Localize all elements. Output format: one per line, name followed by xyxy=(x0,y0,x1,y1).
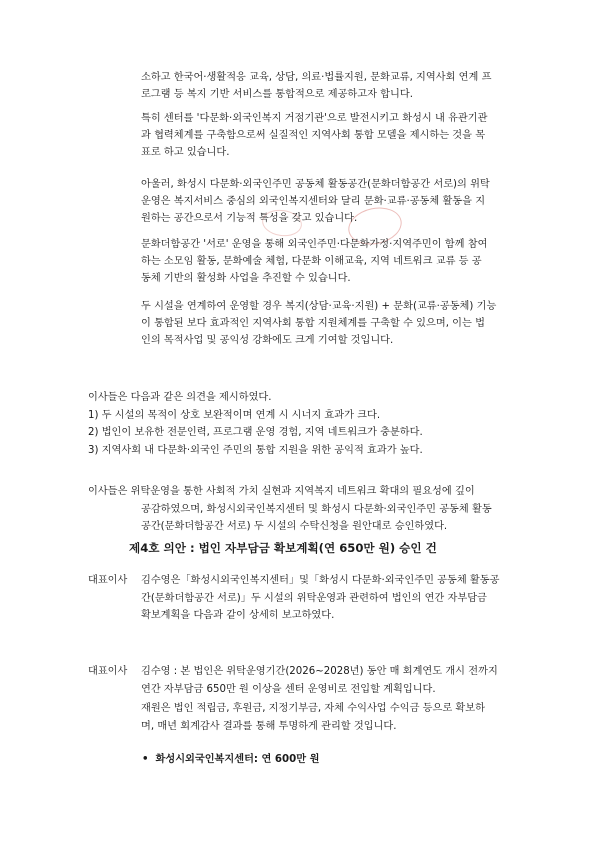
text-line: 소하고 한국어·생활적응 교육, 상담, 의료·법률지원, 문화교류, 지역사회 연계 프 xyxy=(141,72,492,83)
text-line: 인의 목적사업 및 공익성 강화에도 크게 기여할 것입니다. xyxy=(141,335,394,346)
text-line: 원하는 공간으로서 기능적 특성을 갖고 있습니다. xyxy=(141,213,358,224)
text-line: 김수영 : 본 법인은 위탁운영기간(2026~2028년) 동안 매 회계연도 개시 전까지 xyxy=(141,666,498,677)
text-line: 간(문화더함공간 서로)」두 시설의 위탁운영과 관련하여 법인의 연간 자부담금 xyxy=(141,592,487,604)
paragraph-integration xyxy=(141,298,521,349)
speaker-label: 대표이사 xyxy=(88,575,128,586)
speaker-label: 대표이사 xyxy=(88,666,128,677)
opinions-intro: 이사들은 다음과 같은 의견을 제시하였다. xyxy=(88,392,272,403)
text-line: 하는 소모임 활동, 문화예술 체험, 다문화 이해교육, 지역 네트워크 교류 등 공 xyxy=(141,256,482,267)
text-line: 며, 매년 회계감사 결과를 통해 투명하게 관리할 것입니다. xyxy=(141,720,397,732)
text-line: 특히 센터를 '다문화·외국인복지 거점기관'으로 발전시키고 화성시 내 유관기관 xyxy=(141,113,488,124)
text-line: 과 협력체계를 구축함으로써 실질적인 지역사회 통합 모델을 제시하는 것을 목 xyxy=(141,130,486,141)
text-line: 로그램 등 복지 기반 서비스를 통합적으로 제공하고자 합니다. xyxy=(141,89,413,100)
budget-bullet xyxy=(142,750,319,765)
text-line: 확보계획을 다음과 같이 상세히 보고하였다. xyxy=(141,610,335,621)
paragraph-community-space xyxy=(141,176,521,227)
text-line: 문화더함공간 '서로' 운영을 통해 외국인주민·다문화가정·지역주민이 함께 참여 xyxy=(141,239,488,250)
text-line: 운영은 복지서비스 중심의 외국인복지센터와 달리 문화·교류·공동체 활동을 지 xyxy=(141,196,486,207)
bullet-text: 화성시외국인복지센터: 연 600만 원 xyxy=(155,754,320,765)
approval-paragraph xyxy=(88,483,528,536)
representative-report xyxy=(88,572,528,625)
agenda-4-heading: 제4호 의안 : 법인 자부담금 확보계획(연 650만 원) 승인 건 xyxy=(129,541,437,555)
bullet-dot-icon: • xyxy=(142,754,149,765)
paragraph-services xyxy=(141,69,521,103)
text-line: 공감하였으며, 화성시외국인복지센터 및 화성시 다문화·외국인주민 공동체 활동 xyxy=(141,503,492,515)
directors-opinions xyxy=(88,389,423,459)
text-line: 재원은 법인 적립금, 후원금, 지정기부금, 자체 수익사업 수익금 등으로 확보하 xyxy=(141,703,485,714)
text-line: 동체 기반의 활성화 사업을 추진할 수 있습니다. xyxy=(141,273,351,284)
text-line: 두 시설을 연계하여 운영할 경우 복지(상담·교육·지원) + 문화(교류·공동체) 기능 xyxy=(141,301,497,312)
text-line: 이사들은 위탁운영을 통한 사회적 가치 실현과 지역복지 네트워크 확대의 필요성에 깊이 xyxy=(88,486,475,497)
opinion-item: 3) 지역사회 내 다문화·외국인 주민의 통합 지원을 위한 공익적 효과가 높다. xyxy=(88,444,423,456)
text-line: 아울러, 화성시 다문화·외국인주민 공동체 활동공간(문화더함공간 서로)의 위탁 xyxy=(141,179,490,190)
text-line: 표로 하고 있습니다. xyxy=(141,147,230,158)
paragraph-seoro-operation xyxy=(141,236,521,287)
text-line: 김수영은「화성시외국인복지센터」및「화성시 다문화·외국인주민 공동체 활동공 xyxy=(141,575,500,586)
text-line: 이 통합된 보다 효과적인 지역사회 통합 지원체계를 구축할 수 있으며, 이는 법 xyxy=(141,318,485,329)
text-line: 연간 자부담금 650만 원 이상을 센터 운영비로 전입할 계획입니다. xyxy=(141,683,436,695)
opinion-item: 1) 두 시설의 목적이 상호 보완적이며 연계 시 시너지 효과가 크다. xyxy=(88,409,381,421)
paragraph-hub-goal xyxy=(141,110,521,161)
opinion-item: 2) 법인이 보유한 전문인력, 프로그램 운영 경험, 지역 네트워크가 충분하다. xyxy=(88,427,423,438)
representative-statement xyxy=(88,663,528,735)
text-line: 공간(문화더함공간 서로) 두 시설의 수탁신청을 원안대로 승인하였다. xyxy=(141,521,448,532)
